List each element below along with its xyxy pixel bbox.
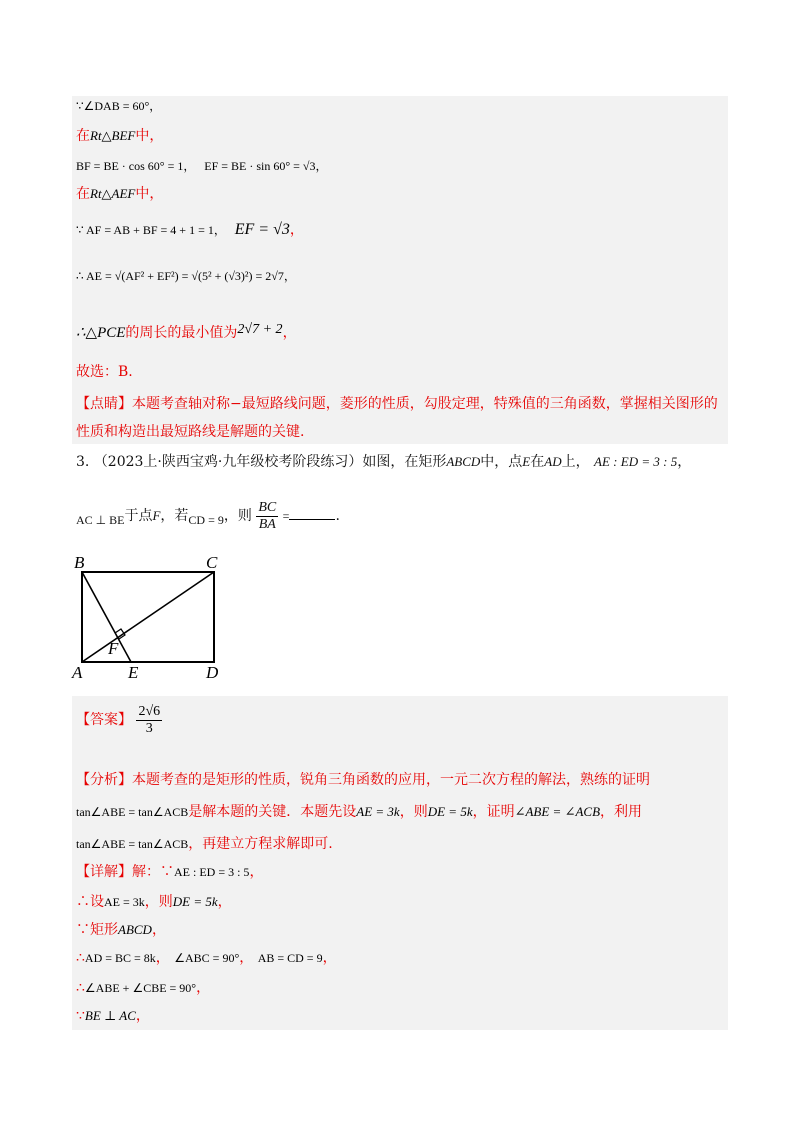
solution-comment-2: 性质和构造出最短路线是解题的关键. xyxy=(76,424,305,440)
solution-line-7: ∴△PCE的周长的最小值为2√7 + 2， xyxy=(76,322,297,341)
label-f: F xyxy=(108,639,119,658)
detail-line-1: 【详解】解：∵AE : ED = 3 : 5， xyxy=(76,864,264,880)
solution-line-8: 故选：B. xyxy=(76,364,133,380)
solution-line-4: 在Rt△AEF中， xyxy=(76,186,164,202)
solution-line-1: ∵∠DAB = 60°， xyxy=(76,99,162,113)
segment-be xyxy=(82,572,131,662)
answer-line: 【答案】 $\frac{2√6}{3}$ xyxy=(76,703,161,736)
diagonal-ac xyxy=(82,572,214,662)
question-line-1: 3. （2023上·陕西宝鸡·九年级校考阶段练习）如图，在矩形ABCD中，点E在AD上， AE : ED = 3 : 5， xyxy=(76,454,692,470)
detail-line-3: ∵矩形ABCD， xyxy=(76,922,166,938)
detail-line-4: ∴AD = BC = 8k， ∠ABC = 90°， AB = CD = 9， xyxy=(76,950,337,966)
rectangle-figure xyxy=(68,552,248,682)
label-c: C xyxy=(206,553,218,572)
detail-line-2: ∴设AE = 3k，则DE = 5k， xyxy=(76,894,232,910)
detail-line-6: ∵BE ⊥ AC， xyxy=(76,1008,150,1024)
solution-line-6: ∴ AE = √(AF² + EF²) = √(5² + (√3)²) = 2√7， xyxy=(76,269,296,283)
solution-line-5: ∵ AF = AB + BF = 4 + 1 = 1， EF = √3， xyxy=(76,221,304,238)
ratio-fraction: $\frac{BC}{BA}$ xyxy=(258,499,277,532)
solution-line-3: BF = BE · cos 60° = 1， EF = BE · sin 60° = √3， xyxy=(76,159,328,173)
label-b: B xyxy=(74,553,85,572)
question-line-2: AC ⊥ BE于点F，若CD = 9，则 $\frac{BC}{BA}$ = . xyxy=(76,499,340,532)
label-d: D xyxy=(206,663,219,682)
label-e: E xyxy=(128,663,139,682)
answer-fraction: $\frac{2√6}{3}$ xyxy=(138,703,161,736)
analysis-line-2: tan∠ABE = tan∠ACB是解本题的关键．本题先设AE = 3k，则DE = 5k，证明∠ABE = ∠ACB，利用 xyxy=(76,804,643,820)
solution-line-2: 在Rt△BEF中， xyxy=(76,128,164,144)
answer-blank xyxy=(289,507,335,520)
solution-comment-1: 【点睛】本题考查轴对称−最短路线问题，菱形的性质，勾股定理，特殊值的三角函数，掌握相关图形的 xyxy=(76,396,718,412)
detail-line-5: ∴∠ABE + ∠CBE = 90°， xyxy=(76,980,211,996)
analysis-line-1: 【分析】本题考查的是矩形的性质，锐角三角函数的应用，一元二次方程的解法，熟练的证明 xyxy=(76,772,650,788)
label-a: A xyxy=(72,663,83,682)
analysis-line-3: tan∠ABE = tan∠ACB，再建立方程求解即可. xyxy=(76,836,333,852)
